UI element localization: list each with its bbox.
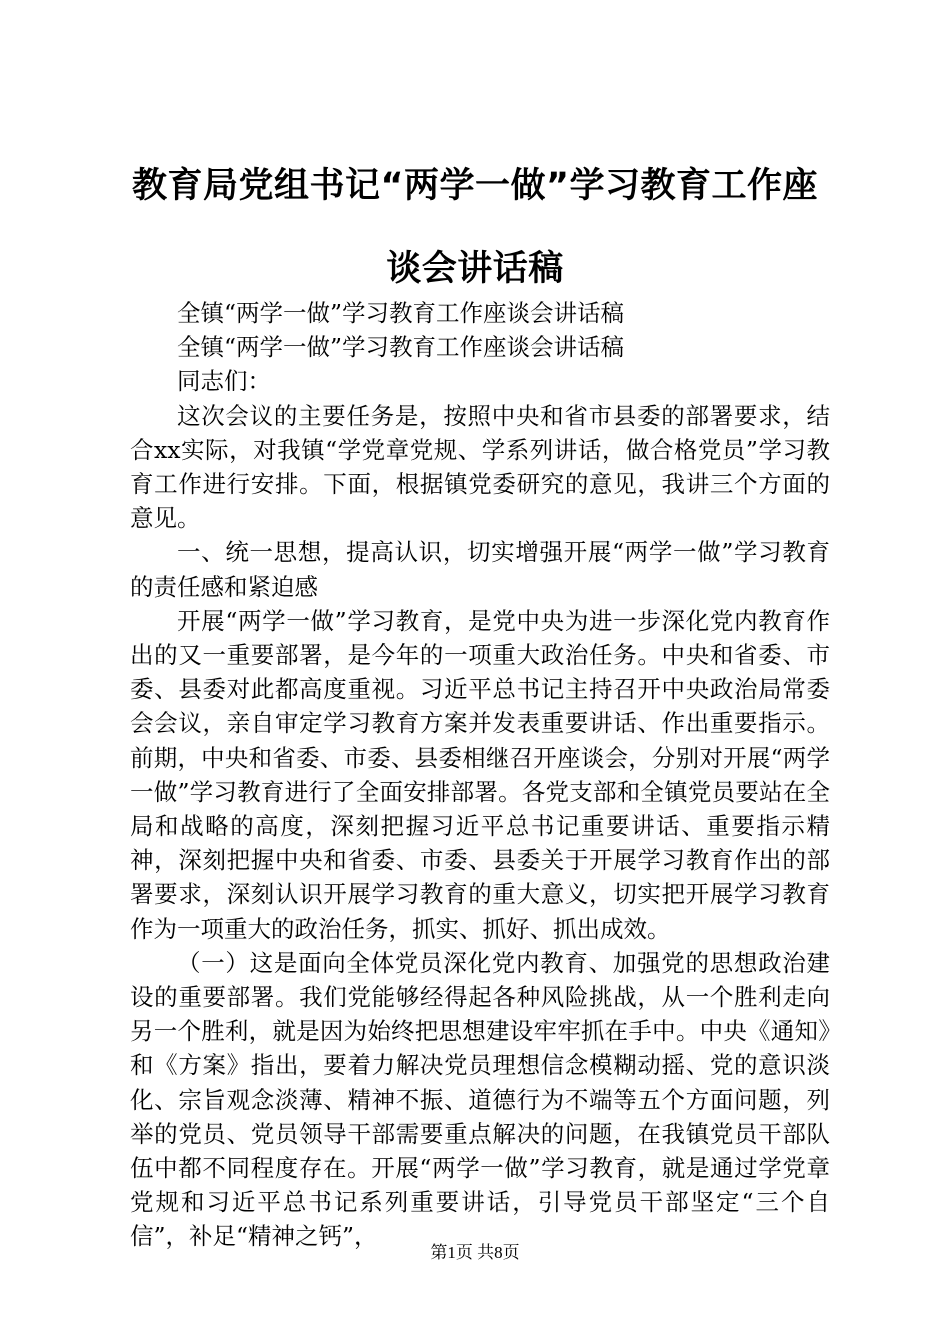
paragraph-section-heading: 一、统一思想，提高认识，切实增强开展“两学一做”学习教育的责任感和紧迫感	[130, 538, 830, 601]
paragraph-body-2: （一）这是面向全体党员深化党内教育、加强党的思想政治建设的重要部署。我们党能够经得起各种风险挑战，从一个胜利走向另一个胜利，就是因为始终把思想建设牢牢抓在手中。中央《通知》和《方案》指出，要着力解决党员理想信念模糊动摇、党的意识淡化、宗旨观念淡薄、精神不振、道德行为不端等五个方面问题，列举的党员、党员领导干部需要重点解决的问题，在我镇党员干部队伍中都不同程度存在。开展“两学一做”学习教育，就是通过学党章党规和习近平总书记系列重要讲话，引导党员干部坚定“三个自信”，补足“精神之钙”，	[130, 948, 830, 1251]
document-body	[130, 296, 830, 1254]
document-title-line-2: 谈会讲话稿	[386, 249, 564, 289]
paragraph-subtitle-1: 全镇“两学一做”学习教育工作座谈会讲话稿	[177, 299, 625, 327]
paragraph-body-1: 开展“两学一做”学习教育，是党中央为进一步深化党内教育作出的又一重要部署，是今年的一项重大政治任务。中央和省委、市委、县委对此都高度重视。习近平总书记主持召开中央政治局常委会会议，亲自审定学习教育方案并发表重要讲话、作出重要指示。前期，中央和省委、市委、县委相继召开座谈会，分别对开展“两学一做”学习教育进行了全面安排部署。各党支部和全镇党员要站在全局和战略的高度，深刻把握习近平总书记重要讲话、重要指示精神，深刻把握中央和省委、市委、县委关于开展学习教育作出的部署要求，深刻认识开展学习教育的重大意义，切实把开展学习教育作为一项重大的政治任务，抓实、抓好、抓出成效。	[130, 606, 830, 943]
paragraph-intro: 这次会议的主要任务是，按照中央和省市县委的部署要求，结合xx实际，对我镇“学党章党规、学系列讲话，做合格党员”学习教育工作进行安排。下面，根据镇党委研究的意见，我讲三个方面的意见。	[130, 401, 830, 533]
paragraph-subtitle-2: 全镇“两学一做”学习教育工作座谈会讲话稿	[177, 333, 625, 362]
page-number-footer: 第1页 共8页	[430, 1243, 520, 1262]
paragraph-salutation: 同志们：	[177, 367, 271, 396]
document-title-line-1: 教育局党组书记“两学一做”学习教育工作座	[131, 166, 818, 206]
